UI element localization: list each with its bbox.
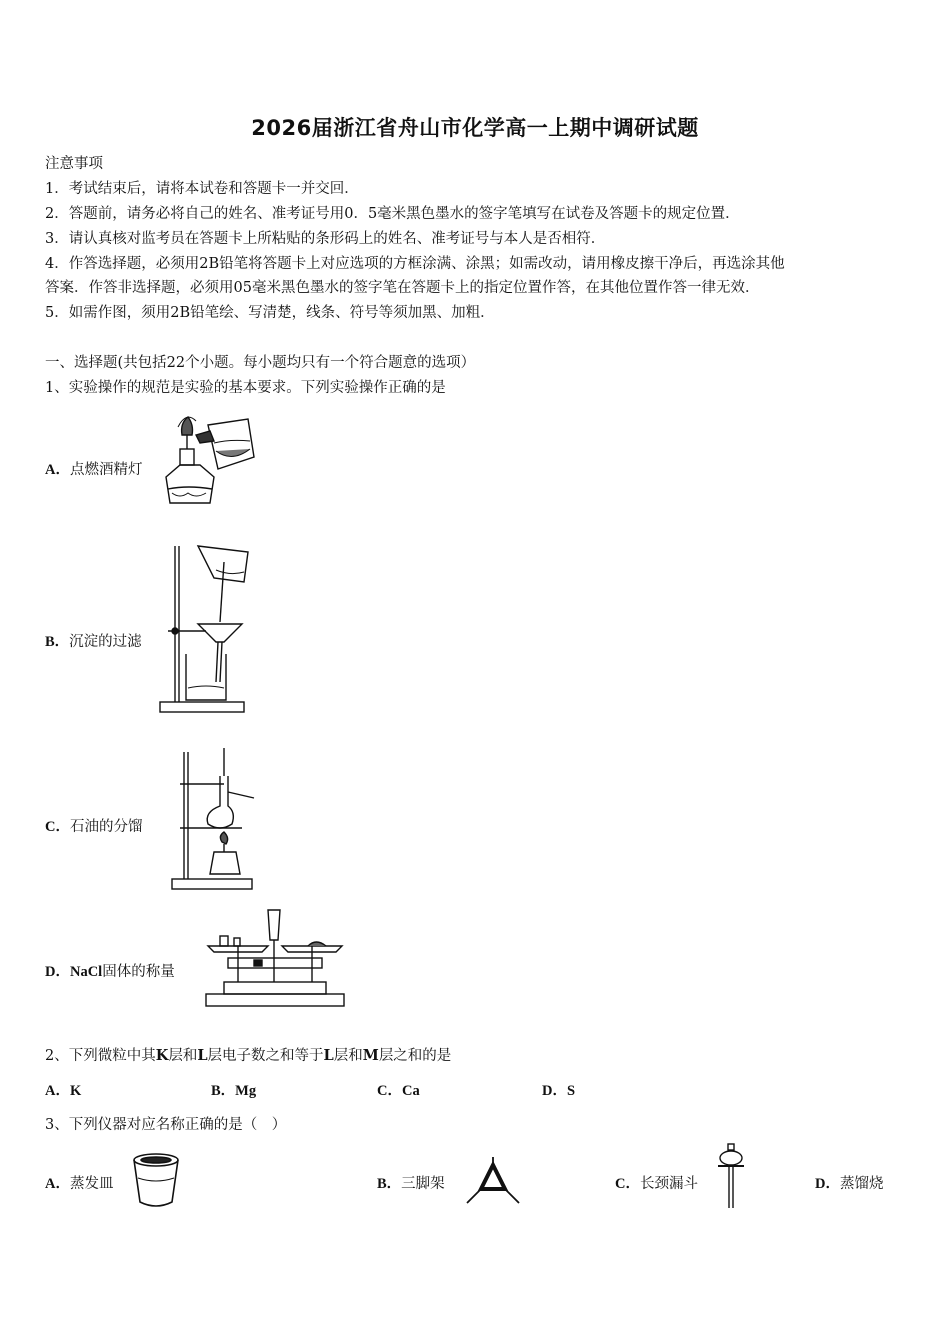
section-heading: 一、选择题(共包括22个小题。每小题均只有一个符合题意的选项） [45,355,476,371]
q3-option-c[interactable]: C．长颈漏斗 [615,1176,698,1192]
q3-stem: 3、下列仪器对应名称正确的是（ ） [45,1117,287,1133]
option-key: C． [45,819,70,835]
notice-heading: 注意事项 [45,156,103,172]
option-key: A． [45,462,70,478]
crucible-icon [130,1152,182,1214]
q2-option-a[interactable]: A．K [45,1083,82,1099]
balance-scale-icon [200,906,350,1015]
q1-stem: 1、实验操作的规范是实验的基本要求。下列实验操作正确的是 [45,380,446,396]
q1-option-d[interactable] [45,960,175,981]
option-key: D． [45,964,70,980]
q1-option-b[interactable] [45,630,142,651]
alcohol-lamp-lighting-icon [158,405,258,514]
filtration-apparatus-icon [158,542,258,721]
notice-item-4: 4．作答选择题，必须用2B铅笔将答题卡上对应选项的方框涂满、涂黑；如需改动，请用橡皮擦干净后，再选涂其他 [45,256,785,272]
notice-item-4-cont: 答案．作答非选择题，必须用05毫米黑色墨水的签字笔在答题卡上的指定位置作答，在其他位置作答一律无效． [45,280,760,296]
notice-item-3: 3．请认真核对监考员在答题卡上所粘贴的条形码上的姓名、准考证号与本人是否相符． [45,231,606,247]
q3-option-d[interactable]: D．蒸馏烧 [815,1176,884,1192]
q1-option-a[interactable] [45,458,142,479]
option-text: 点燃酒精灯 [69,462,143,478]
option-text-formula: NaCl [69,964,103,980]
q2-stem: 2、下列微粒中其K层和L层电子数之和等于L层和M层之和的是 [45,1047,452,1064]
notice-item-1: 1．考试结束后，请将本试卷和答题卡一并交回． [45,181,359,197]
option-key: B． [45,634,70,650]
q2-option-c[interactable]: C．Ca [377,1083,420,1099]
separatory-funnel-icon [716,1142,746,1214]
notice-item-5: 5．如需作图，须用2B铅笔绘、写清楚，线条、符号等须加黑、加粗． [45,305,495,321]
distillation-apparatus-icon [158,746,258,895]
option-text: 固体的称量 [102,964,175,980]
q3-option-a[interactable]: A．蒸发皿 [45,1176,114,1192]
notice-item-2: 2．答题前，请务必将自己的姓名、准考证号用0．5毫米黑色墨水的签字笔填写在试卷及答题卡的规定位置． [45,206,740,222]
q2-option-b[interactable]: B．Mg [211,1083,257,1099]
q2-option-d[interactable]: D．S [542,1083,576,1099]
page-title: 2026届浙江省舟山市化学高一上期中调研试题 [251,116,699,140]
option-text: 石油的分馏 [69,819,143,835]
option-text: 沉淀的过滤 [69,634,142,650]
clay-triangle-icon [465,1155,521,1211]
q1-option-c[interactable] [45,815,142,836]
q3-option-b[interactable]: B．三脚架 [377,1176,445,1192]
